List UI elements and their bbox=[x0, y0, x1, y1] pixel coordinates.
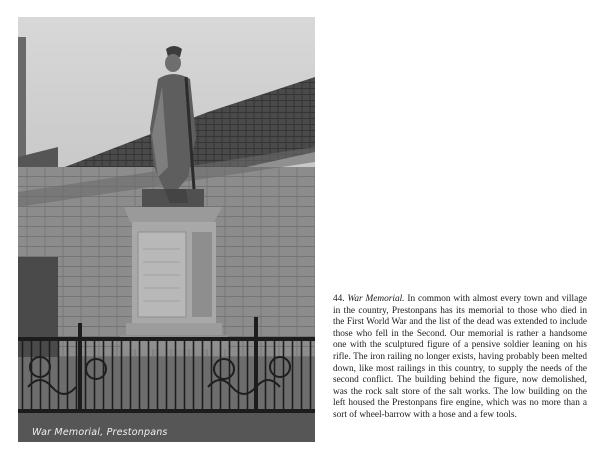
memorial-photo-drawing bbox=[18, 17, 315, 442]
memorial-photo bbox=[18, 17, 315, 442]
entry-title: War Memorial. bbox=[347, 294, 405, 304]
entry-text bbox=[333, 294, 587, 422]
entry-number: 44. bbox=[333, 294, 345, 304]
photo-caption: War Memorial, Prestonpans bbox=[32, 427, 168, 438]
entry-body: In common with almost every town and village in the country, Prestonpans has its memorial to those who died in the First World War and the list of the dead was extended to include those who fell in the Second. Our memorial is rather a handsome one with the sculptured figure of a pensive soldier leaning on his rifle. The iron railing no longer exists, having probably been melted down, like most railings in this country, to supply the needs of the second conflict. The building behind the figure, now demolished, was the rock salt store of the salt works. The low building on the left housed the Prestonpans fire engine, which was no more than a sort of wheel-barrow with a hose and a few tools. bbox=[333, 294, 587, 420]
